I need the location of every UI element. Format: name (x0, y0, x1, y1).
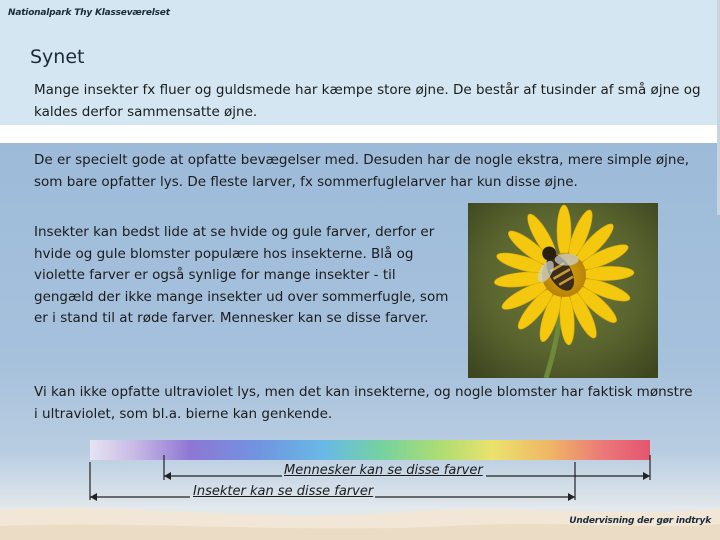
bee-flower-photo (468, 203, 658, 378)
paragraph-ultraviolet: Vi kan ikke opfatte ultraviolet lys, men det kan insekterne, og nogle blomster har faktisk mønstre i ultraviolet, som bl.a. bierne kan genkende. (34, 384, 693, 422)
color-spectrum-bar (90, 440, 650, 460)
paragraph-movement: De er specielt gode at opfatte bevægelser med. Desuden har de nogle ekstra, mere simple øjne, som bare opfatter lys. De fleste larver, fx sommerfuglelarver har kun disse øjne. (34, 152, 690, 190)
insect-vision-range-label: Insekter kan se disse farver (193, 484, 374, 499)
page-title: Synet (30, 46, 85, 68)
paragraph-compound-eyes: Mange insekter fx fluer og guldsmede har kæmpe store øjne. De består af tusinder af små øjne og kaldes derfor sammensatte øjne. (34, 82, 701, 120)
paragraph-colors: Insekter kan bedst lide at se hvide og gule farver, derfor er hvide og gule blomster populære hos insekterne. Blå og violette farver er også synlige for mange insekter - til gengæld der ikke mange insekter ud over sommerfugle, som er i stand til at røde farver. Mennesker kan se disse farver. (34, 224, 449, 326)
footer-tagline: Undervisning der gør indtryk (569, 516, 711, 526)
divider-band (0, 125, 720, 143)
sand-decoration (0, 470, 720, 540)
brand-logo: Nationalpark Thy Klasseværelset (8, 8, 170, 18)
human-vision-range-label: Mennesker kan se disse farver (284, 463, 483, 478)
